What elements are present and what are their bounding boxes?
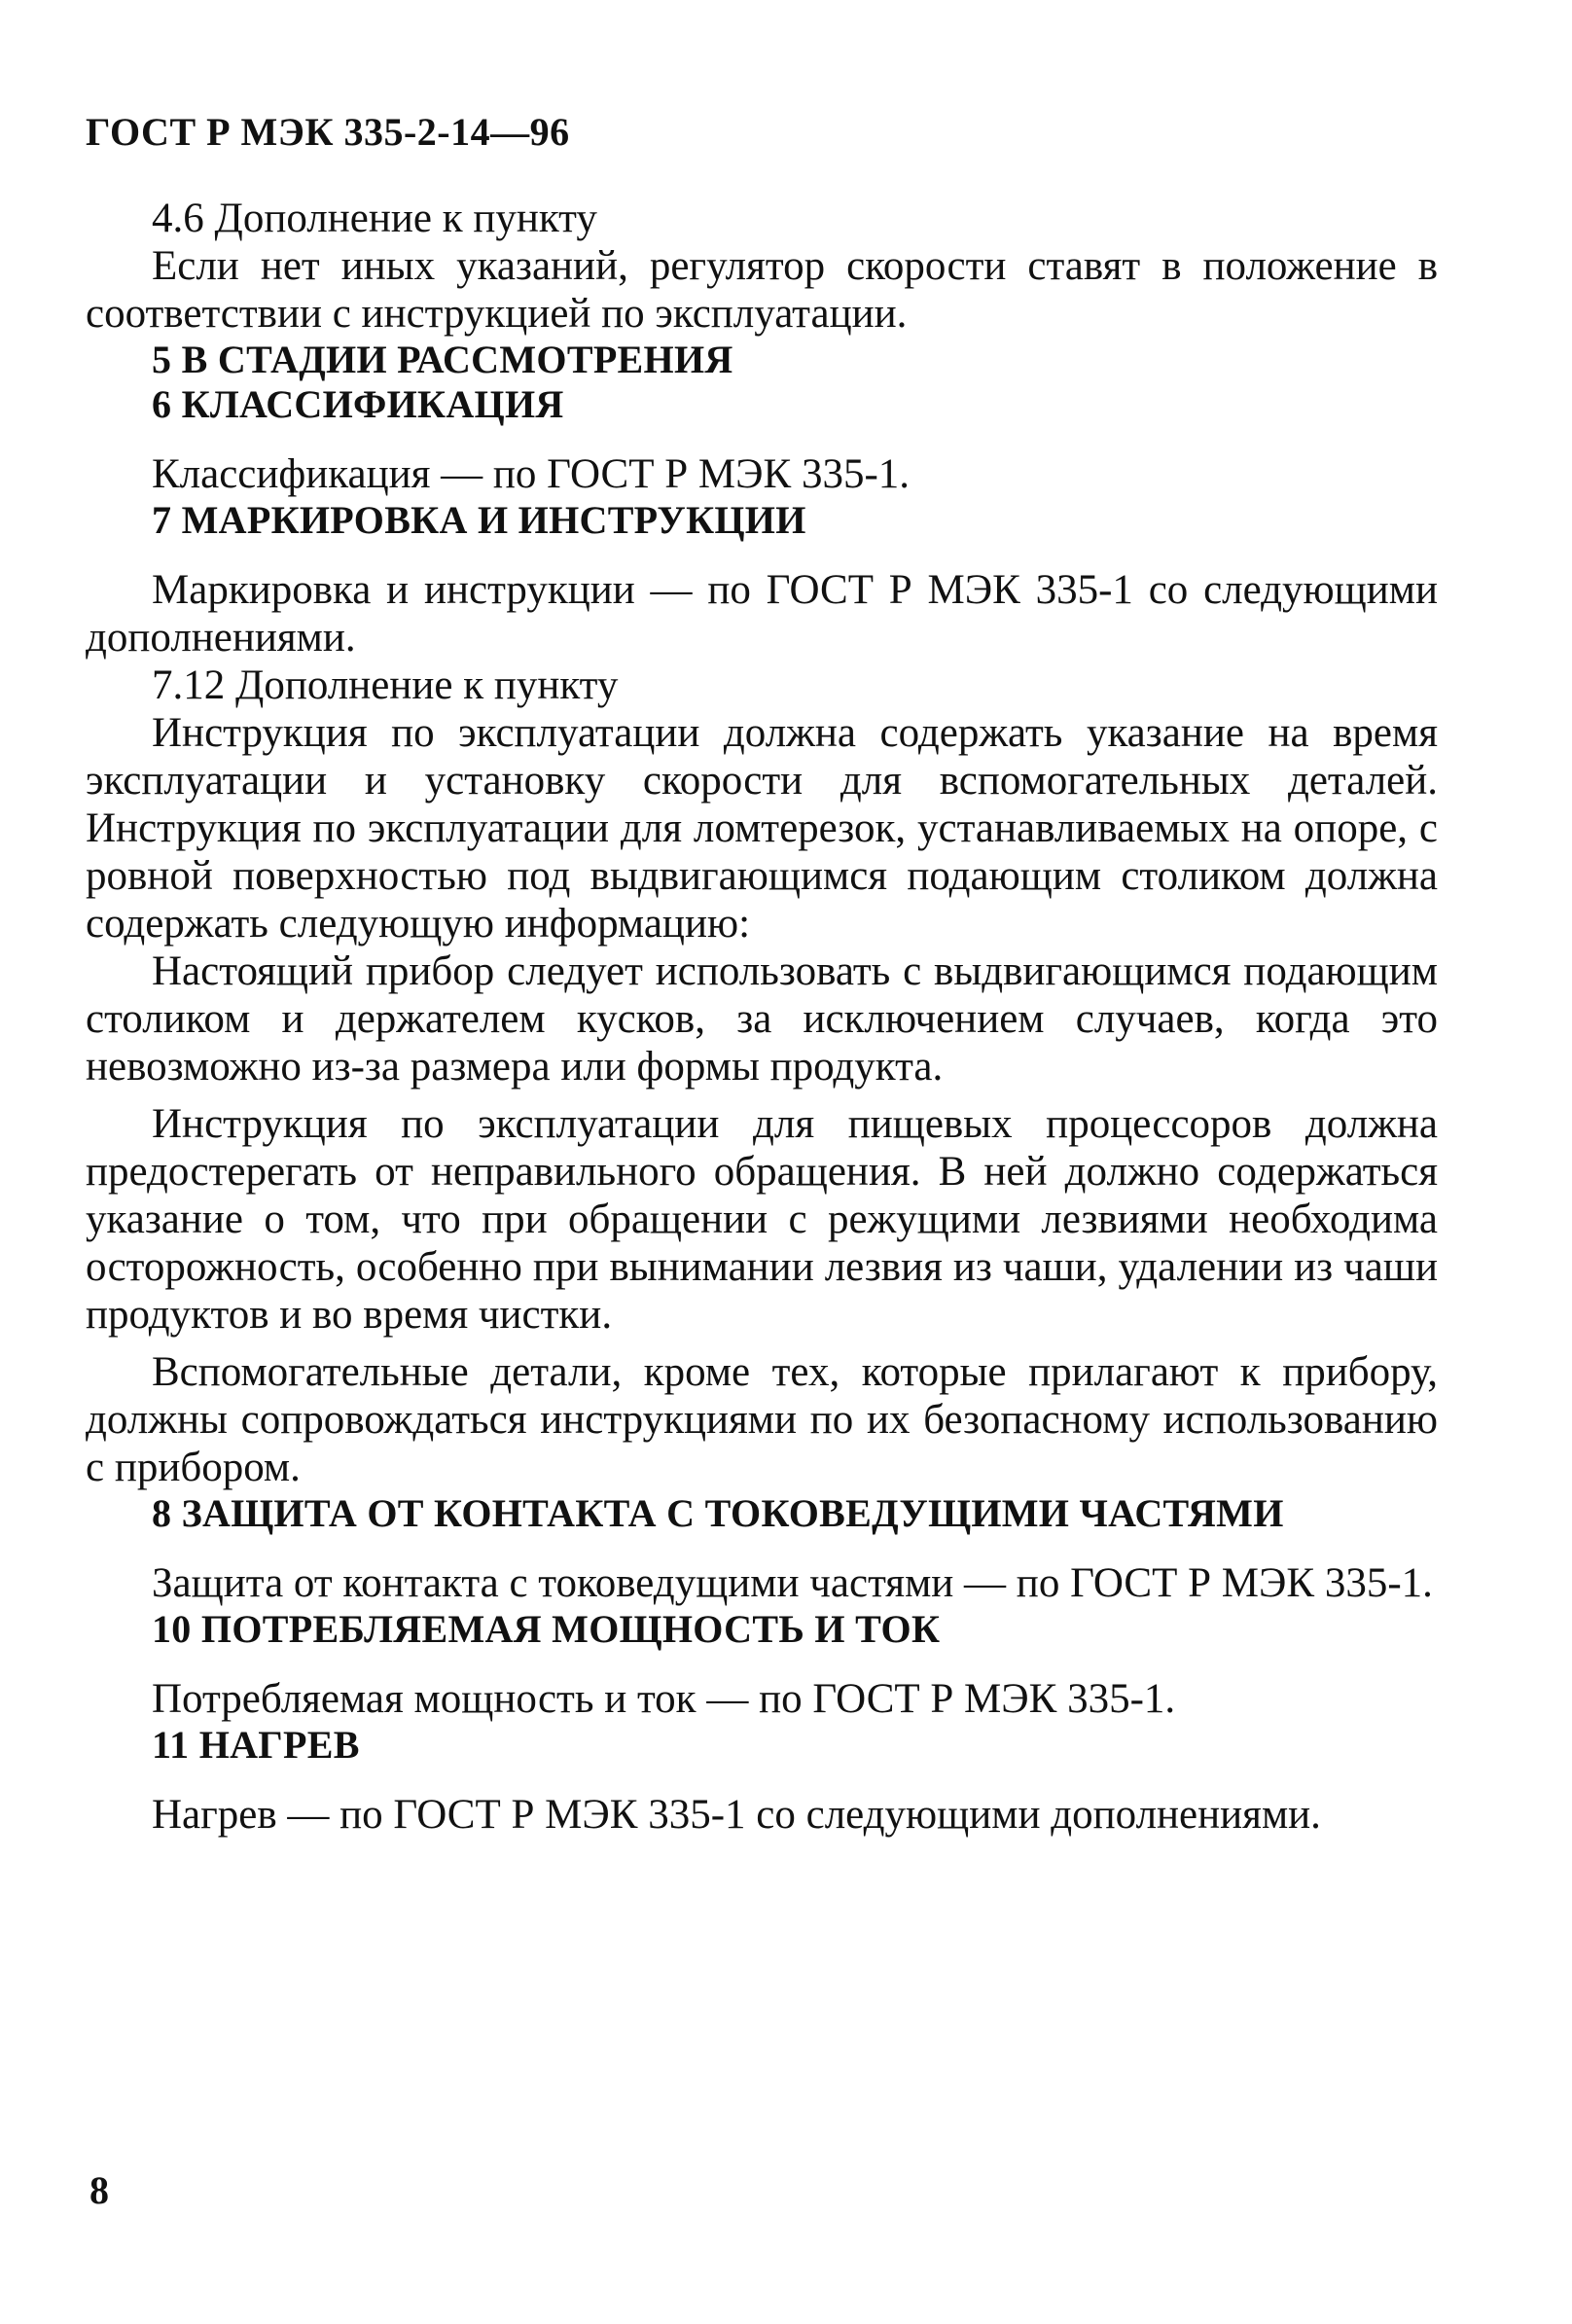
section-7-12-paragraph-2: Настоящий прибор следует использовать с выдвигающимся подающим столиком и держателем кусков, за исключением случаев, когда это невозможно из-за размера или формы продукта.: [86, 948, 1438, 1090]
page-number: 8: [89, 2168, 109, 2212]
section-8-text: Защита от контакта с токоведущими частями — по ГОСТ Р МЭК 335-1.: [152, 1560, 1433, 1606]
section-7-12-paragraph-4: Вспомогательные детали, кроме тех, которые прилагают к прибору, должны сопровождаться инструкциями по их безопасному использованию с прибором.: [86, 1349, 1438, 1490]
section-7-12-paragraph-3: Инструкция по эксплуатации для пищевых процессоров должна предостерегать от неправильного обращения. В ней должно содержаться указание о том, что при обращении с режущими лезвиями необходима осторожность, особенно при вынимании лезвия из чаши, удалении из чаши продуктов и во время чистки.: [86, 1101, 1438, 1338]
section-8-heading: 8 ЗАЩИТА ОТ КОНТАКТА С ТОКОВЕДУЩИМИ ЧАСТЯМИ: [152, 1491, 1284, 1535]
section-4-6-title: 4.6 Дополнение к пункту: [152, 196, 597, 241]
section-10-heading: 10 ПОТРЕБЛЯЕМАЯ МОЩНОСТЬ И ТОК: [152, 1607, 941, 1651]
section-6-text: Классификация — по ГОСТ Р МЭК 335-1.: [152, 451, 911, 497]
section-7-12-paragraph-1: Инструкция по эксплуатации должна содержать указание на время эксплуатации и установку скорости для вспомогательных деталей. Инструкция по эксплуатации для ломтерезок, устанавливаемых на опоре, с ровной поверхностью под выдвигающимся подающим столиком должна содержать следующую информацию:: [86, 710, 1438, 947]
section-5-heading: 5 В СТАДИИ РАССМОТРЕНИЯ: [152, 338, 733, 381]
section-7-intro: Маркировка и инструкции — по ГОСТ Р МЭК 335-1 со следующими дополнениями.: [86, 567, 1438, 661]
section-7-12-title: 7.12 Дополнение к пункту: [152, 662, 619, 708]
section-6-heading: 6 КЛАССИФИКАЦИЯ: [152, 382, 564, 426]
section-10-text: Потребляемая мощность и ток — по ГОСТ Р МЭК 335-1.: [152, 1676, 1176, 1722]
section-7-heading: 7 МАРКИРОВКА И ИНСТРУКЦИИ: [152, 498, 806, 542]
section-4-6-text: Если нет иных указаний, регулятор скорости ставят в положение в соответствии с инструкцией по эксплуатации.: [86, 243, 1438, 337]
page-content: [86, 195, 1438, 1839]
section-11-heading: 11 НАГРЕВ: [152, 1723, 360, 1767]
document-code-header: ГОСТ Р МЭК 335-2-14—96: [86, 110, 570, 154]
section-11-text: Нагрев — по ГОСТ Р МЭК 335-1 со следующими дополнениями.: [152, 1792, 1321, 1838]
